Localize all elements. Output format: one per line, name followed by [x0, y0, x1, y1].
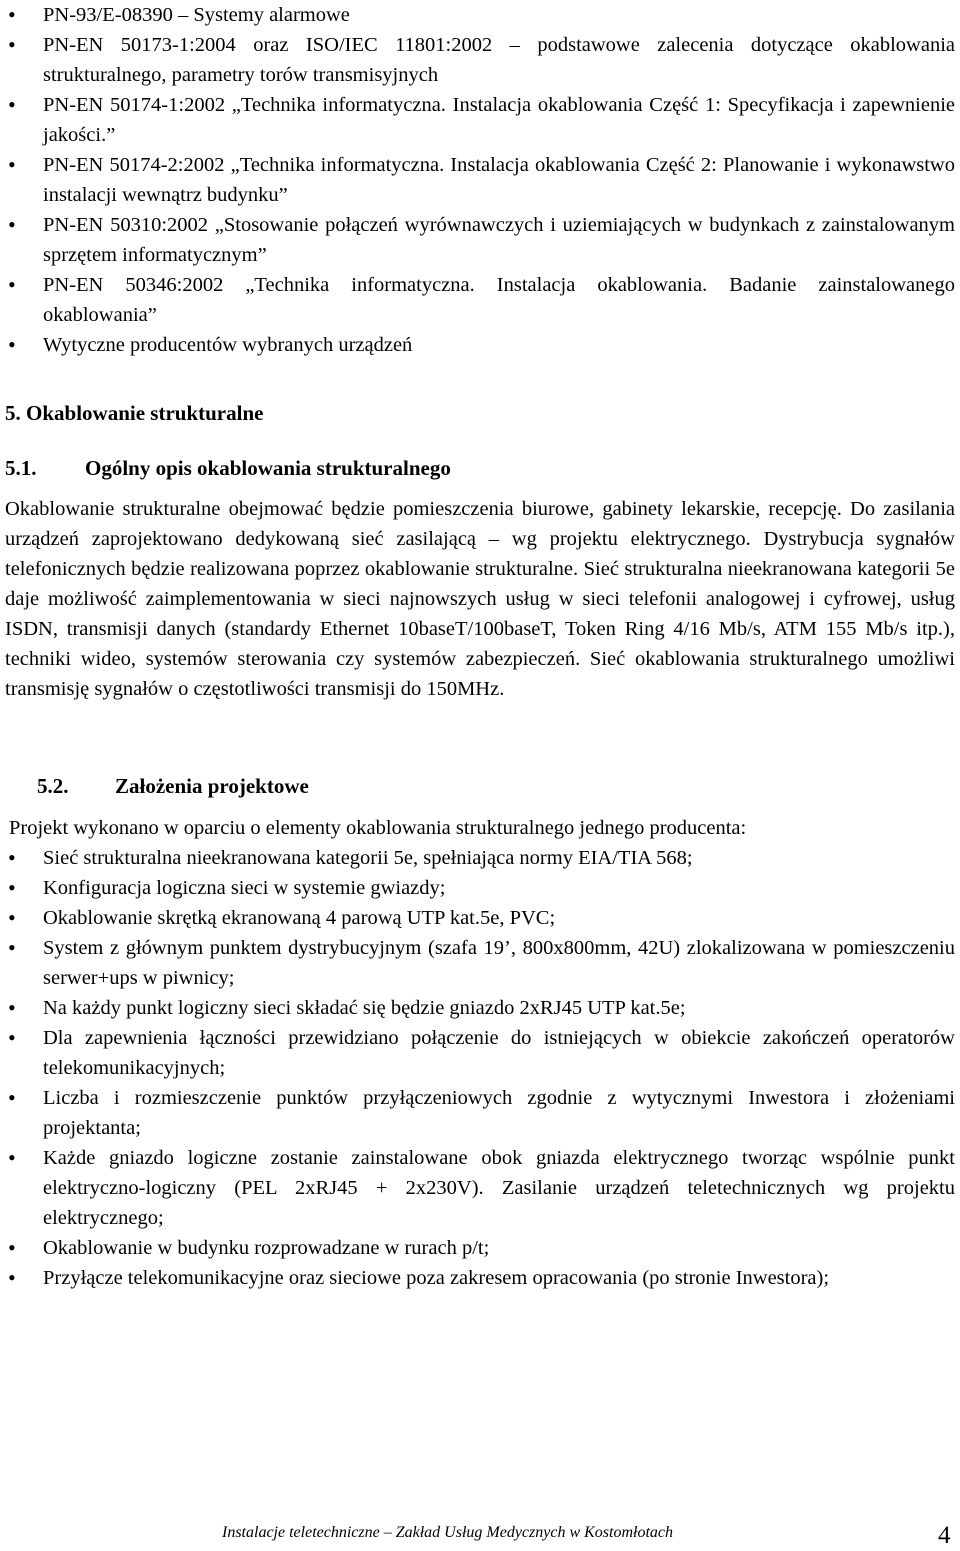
- list-item: • Na każdy punkt logiczny sieci składać się będzie gniazdo 2xRJ45 UTP kat.5e;: [5, 993, 955, 1023]
- list-item: • Konfiguracja logiczna sieci w systemie gwiazdy;: [5, 873, 955, 903]
- list-item: • Okablowanie skrętką ekranowaną 4 parową UTP kat.5e, PVC;: [5, 903, 955, 933]
- section-heading: 5. Okablowanie strukturalne: [5, 401, 264, 425]
- section-intro-text: Projekt wykonano w oparciu o elementy okablowania strukturalnego jednego producenta:: [9, 817, 747, 839]
- list-item: • Wytyczne producentów wybranych urządzeń: [5, 330, 955, 360]
- list-item: • PN-EN 50346:2002 „Technika informatyczna. Instalacja okablowania. Badanie zainstalowanego okablowania”: [5, 270, 955, 330]
- list-item: • Okablowanie w budynku rozprowadzane w rurach p/t;: [5, 1233, 955, 1263]
- subsection-heading: [5, 453, 451, 483]
- list-item: • Liczba i rozmieszczenie punktów przyłączeniowych zgodnie z wytycznymi Inwestora i złożeniami projektanta;: [5, 1083, 955, 1143]
- subsection-title: Założenia projektowe: [115, 774, 309, 798]
- subsection-title: Ogólny opis okablowania strukturalnego: [85, 456, 451, 480]
- list-item: • PN-EN 50173-1:2004 oraz ISO/IEC 11801:2002 – podstawowe zalecenia dotyczące okablowania strukturalnego, parametry torów transmisyjnych: [5, 30, 955, 90]
- list-item: • PN-93/E-08390 – Systemy alarmowe: [5, 0, 955, 30]
- list-item: • Sieć strukturalna nieekranowana kategorii 5e, spełniająca normy EIA/TIA 568;: [5, 843, 955, 873]
- list-item: • System z głównym punktem dystrybucyjnym (szafa 19’, 800x800mm, 42U) zlokalizowana w pomieszczeniu serwer+ups w piwnicy;: [5, 933, 955, 993]
- subsection-number: 5.2.: [37, 774, 69, 798]
- subsection-heading: [37, 771, 309, 801]
- page-number: 4: [938, 1522, 951, 1549]
- subsection-number: 5.1.: [5, 456, 37, 480]
- design-assumptions-list: [5, 843, 955, 1293]
- section-body-text: Okablowanie strukturalne obejmować będzie pomieszczenia biurowe, gabinety lekarskie, recepcję. Do zasilania urządzeń zaprojektowano dedykowaną sieć zasilającą – wg projektu elektrycznego. Dystrybucja sygnałów telefonicznych będzie realizowana poprzez okablowanie strukturalne. Sieć strukturalna nieekranowana kategorii 5e daje możliwość zaimplementowania w sieci najnowszych usług w sieci telefonii analogowej i cyfrowej, usług ISDN, transmisji danych (standardy Ethernet 10baseT/100baseT, Token Ring 4/16 Mb/s, ATM 155 Mb/s itp.), techniki wideo, systemów sterowania czy systemów zabezpieczeń. Sieć okablowania strukturalnego umożliwi transmisję sygnałów o częstotliwości transmisji do 150MHz.: [5, 498, 955, 700]
- page-footer: Instalacje teletechniczne – Zakład Usług Medycznych w Kostomłotach: [222, 1524, 674, 1541]
- list-item: • Przyłącze telekomunikacyjne oraz sieciowe poza zakresem opracowania (po stronie Inwestora);: [5, 1263, 955, 1293]
- list-item: • Dla zapewnienia łączności przewidziano połączenie do istniejących w obiekcie zakończeń operatorów telekomunikacyjnych;: [5, 1023, 955, 1083]
- standards-list: [5, 0, 955, 360]
- list-item: • PN-EN 50174-1:2002 „Technika informatyczna. Instalacja okablowania Część 1: Specyfikacja i zapewnienie jakości.”: [5, 90, 955, 150]
- list-item: • PN-EN 50310:2002 „Stosowanie połączeń wyrównawczych i uziemiających w budynkach z zainstalowanym sprzętem informatycznym”: [5, 210, 955, 270]
- list-item: • Każde gniazdo logiczne zostanie zainstalowane obok gniazda elektrycznego tworząc wspólnie punkt elektryczno-logiczny (PEL 2xRJ45 + 2x230V). Zasilanie urządzeń teletechnicznych wg projektu elektrycznego;: [5, 1143, 955, 1233]
- list-item: • PN-EN 50174-2:2002 „Technika informatyczna. Instalacja okablowania Część 2: Planowanie i wykonawstwo instalacji wewnątrz budynku”: [5, 150, 955, 210]
